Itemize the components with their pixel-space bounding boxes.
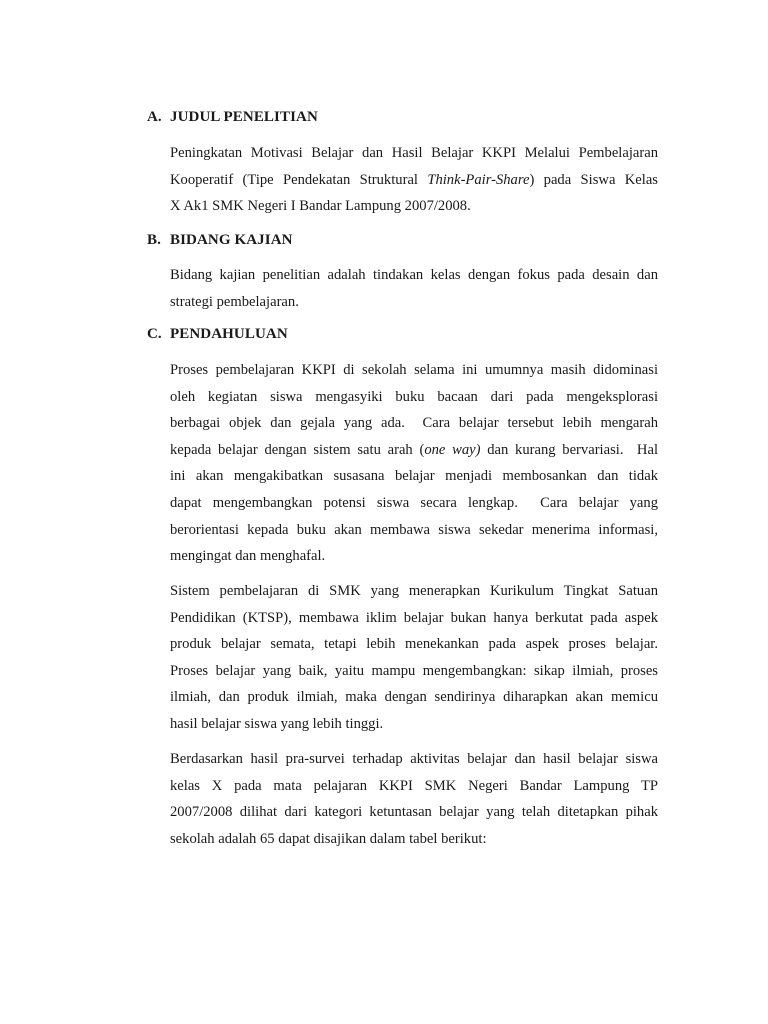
text-line [170,773,658,800]
text-segment: produk belajar semata, tetapi lebih menekankan pada aspek proses belajar. [170,636,658,653]
italic-term: one way) [424,441,481,458]
text-segment: Kooperatif (Tipe Pendekatan Struktural [170,171,428,188]
section-heading-b [147,232,293,249]
section-title: PENDAHULUAN [170,326,288,342]
paragraph [170,746,658,852]
text-line [170,289,658,316]
text-line [170,167,658,194]
text-segment: ini akan mengakibatkan susasana belajar menjadi membosankan dan tidak [170,468,658,485]
paragraph [170,140,658,220]
text-segment: Peningkatan Motivasi Belajar dan Hasil Belajar KKPI Melalui Pembelajaran [170,145,658,161]
text-segment: kepada belajar dengan sistem satu arah ( [170,441,425,458]
text-segment: dapat mengembangkan potensi siswa secara lengkap. Cara belajar yang [170,494,658,511]
text-segment: ilmiah, dan produk ilmiah, maka dengan sendirinya diharapkan akan memicu [170,689,658,706]
paragraph [170,578,658,738]
text-line [170,826,658,853]
text-line [170,543,658,570]
section-letter: B. [147,232,161,248]
text-segment: Berdasarkan hasil pra-survei terhadap aktivitas belajar dan hasil belajar siswa [170,751,658,767]
text-segment: strategi pembelajaran. [170,293,299,310]
text-line [170,658,658,685]
text-line [170,799,658,826]
section-heading-a [147,109,318,126]
text-segment: berbagai objek dan gejala yang ada. Cara belajar tersebut lebih mengarah [170,415,658,432]
text-line [170,357,658,384]
text-line [170,631,658,658]
paragraph [170,262,658,315]
text-segment: Bidang kajian penelitian adalah tindakan kelas dengan fokus pada desain dan [170,267,658,283]
text-segment: oleh kegiatan siswa mengasyiki buku bacaan dari pada mengeksplorasi [170,388,658,405]
section-letter: A. [147,109,162,125]
text-segment: Sistem pembelajaran di SMK yang menerapkan Kurikulum Tingkat Satuan [170,583,658,599]
text-line [170,517,658,544]
text-segment: X Ak1 SMK Negeri I Bandar Lampung 2007/2008. [170,198,471,215]
text-line [170,437,658,464]
text-line [170,578,658,605]
text-line [170,384,658,411]
text-segment: Proses belajar yang baik, yaitu mampu mengembangkan: sikap ilmiah, proses [170,662,658,679]
section-title: BIDANG KAJIAN [170,232,293,248]
text-segment: 2007/2008 dilihat dari kategori ketuntasan belajar yang telah ditetapkan pihak [170,804,658,821]
text-segment: ) pada Siswa Kelas [529,171,658,188]
paragraph [170,357,658,570]
text-segment: mengingat dan menghafal. [170,548,326,565]
text-line [170,746,658,773]
section-heading-c [147,326,288,343]
text-line [170,262,658,289]
text-line [170,684,658,711]
text-line [170,140,658,167]
text-line [170,410,658,437]
text-line [170,463,658,490]
text-segment: hasil belajar siswa yang lebih tinggi. [170,715,384,732]
section-letter: C. [147,326,162,342]
text-segment: berorientasi kepada buku akan membawa siswa sekedar menerima informasi, [170,521,658,538]
text-segment: Proses pembelajaran KKPI di sekolah selama ini umumnya masih didominasi [170,362,658,378]
text-segment: dan kurang bervariasi. Hal [480,441,658,458]
text-segment: sekolah adalah 65 dapat disajikan dalam tabel berikut: [170,830,487,847]
text-line [170,490,658,517]
text-line [170,711,658,738]
text-line [170,193,658,220]
section-title: JUDUL PENELITIAN [170,109,318,125]
text-segment: Pendidikan (KTSP), membawa iklim belajar bukan hanya berkutat pada aspek [170,609,658,626]
italic-term: Think-Pair-Share [427,171,530,188]
text-line [170,605,658,632]
text-segment: kelas X pada mata pelajaran KKPI SMK Negeri Bandar Lampung TP [170,777,658,794]
